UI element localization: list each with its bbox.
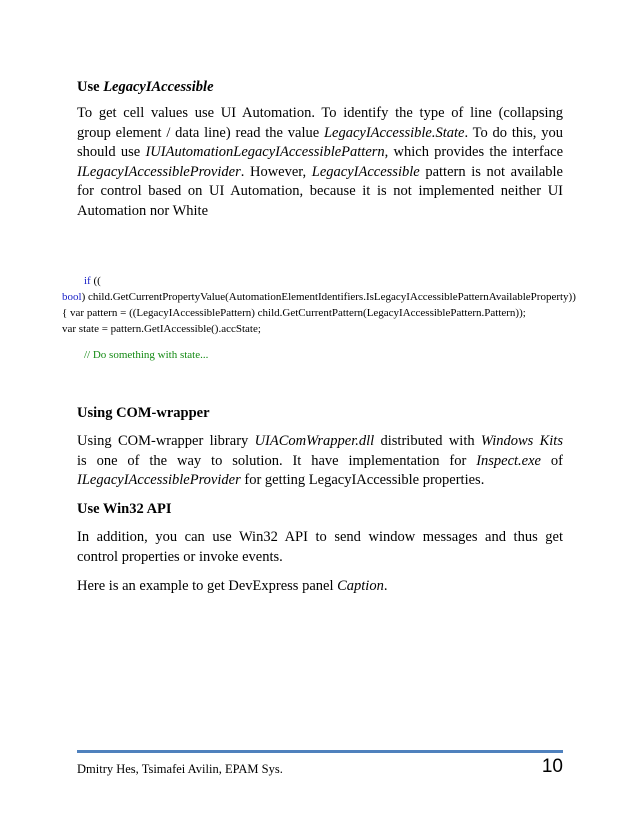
text-line <box>77 143 563 163</box>
text-run: is one of the way to solution. It have implementation for <box>77 452 477 469</box>
text-line <box>77 471 563 491</box>
text-line <box>77 452 563 472</box>
heading-use-legacyiaccessible <box>77 78 214 96</box>
italic-text: Inspect.exe <box>476 452 541 469</box>
heading-use-win32-api: Use Win32 API <box>77 501 172 517</box>
code-block <box>62 273 632 363</box>
text-run: of <box>541 452 563 469</box>
text-run: Automation nor White <box>77 202 209 219</box>
text-run: . To do this, you <box>464 124 563 141</box>
paragraph-example <box>77 577 563 597</box>
text-line <box>77 202 563 222</box>
example-line <box>77 577 563 597</box>
text-run: for getting LegacyIAccessible properties. <box>240 472 485 488</box>
text-line <box>77 104 563 124</box>
heading-italic: LegacyIAccessible <box>103 79 214 95</box>
text-run: , which provides the interface <box>384 144 564 160</box>
text-run: pattern is not available <box>419 163 563 180</box>
text-run: for control based on UI Automation, because it is not implemented neither UI <box>77 183 563 199</box>
italic-text: LegacyIAccessible <box>311 163 420 180</box>
page-number: 10 <box>541 756 563 777</box>
text-line <box>77 432 563 452</box>
code-keyword-bool: bool <box>62 291 82 303</box>
footer-authors: Dmitry Hes, Tsimafei Avilin, EPAM Sys. <box>77 762 283 776</box>
italic-text: ILegacyIAccessibleProvider <box>77 472 241 488</box>
text-run: In addition, you can use Win32 API to send window messages and thus get <box>77 529 563 545</box>
text-line <box>77 182 563 202</box>
code-line-2 <box>62 289 632 305</box>
text-line <box>77 124 563 144</box>
example-prefix: Here is an example to get DevExpress panel <box>77 578 338 594</box>
heading-using-com-wrapper: Using COM-wrapper <box>77 405 210 421</box>
italic-text: IUIAutomationLegacyIAccessiblePattern <box>145 144 385 160</box>
paragraph-win32-api <box>77 528 563 567</box>
italic-text: LegacyIAccessible.State <box>323 124 465 141</box>
code-text-2: ) child.GetCurrentPropertyValue(AutomationElementIdentifiers.IsLegacyIAccessiblePatternAvailableProperty)) <box>81 291 576 303</box>
italic-text: UIAComWrapper.dll <box>254 433 375 449</box>
example-italic: Caption <box>337 578 384 594</box>
text-line <box>77 528 563 548</box>
code-text-1: (( <box>90 275 101 287</box>
text-run: To get cell values use UI Automation. To identify the type of line (collapsing <box>77 105 563 121</box>
footer-rule <box>77 750 563 753</box>
text-run: should use <box>77 144 146 160</box>
italic-text: ILegacyIAccessibleProvider <box>77 163 241 180</box>
text-run: Using COM-wrapper library <box>77 433 255 449</box>
code-line-1 <box>62 273 632 289</box>
code-comment: // Do something with state... <box>84 349 209 361</box>
text-line <box>77 163 563 183</box>
text-run: . However, <box>240 163 312 180</box>
text-run: group element / data line) read the value <box>77 124 324 141</box>
code-line-4: var state = pattern.GetIAccessible().accState; <box>62 323 261 335</box>
italic-text: Windows Kits <box>480 433 563 449</box>
paragraph-legacyiaccessible <box>77 104 563 221</box>
example-suffix: . <box>383 578 388 594</box>
paragraph-com-wrapper <box>77 432 563 491</box>
code-line-3: { var pattern = ((LegacyIAccessiblePattern) child.GetCurrentPattern(LegacyIAccessiblePattern.Pattern)); <box>62 307 526 319</box>
text-run: control properties or invoke events. <box>77 548 283 565</box>
heading-prefix: Use <box>77 79 104 95</box>
text-run: distributed with <box>374 433 481 449</box>
code-keyword-if: if <box>84 275 91 287</box>
text-line <box>77 548 563 568</box>
